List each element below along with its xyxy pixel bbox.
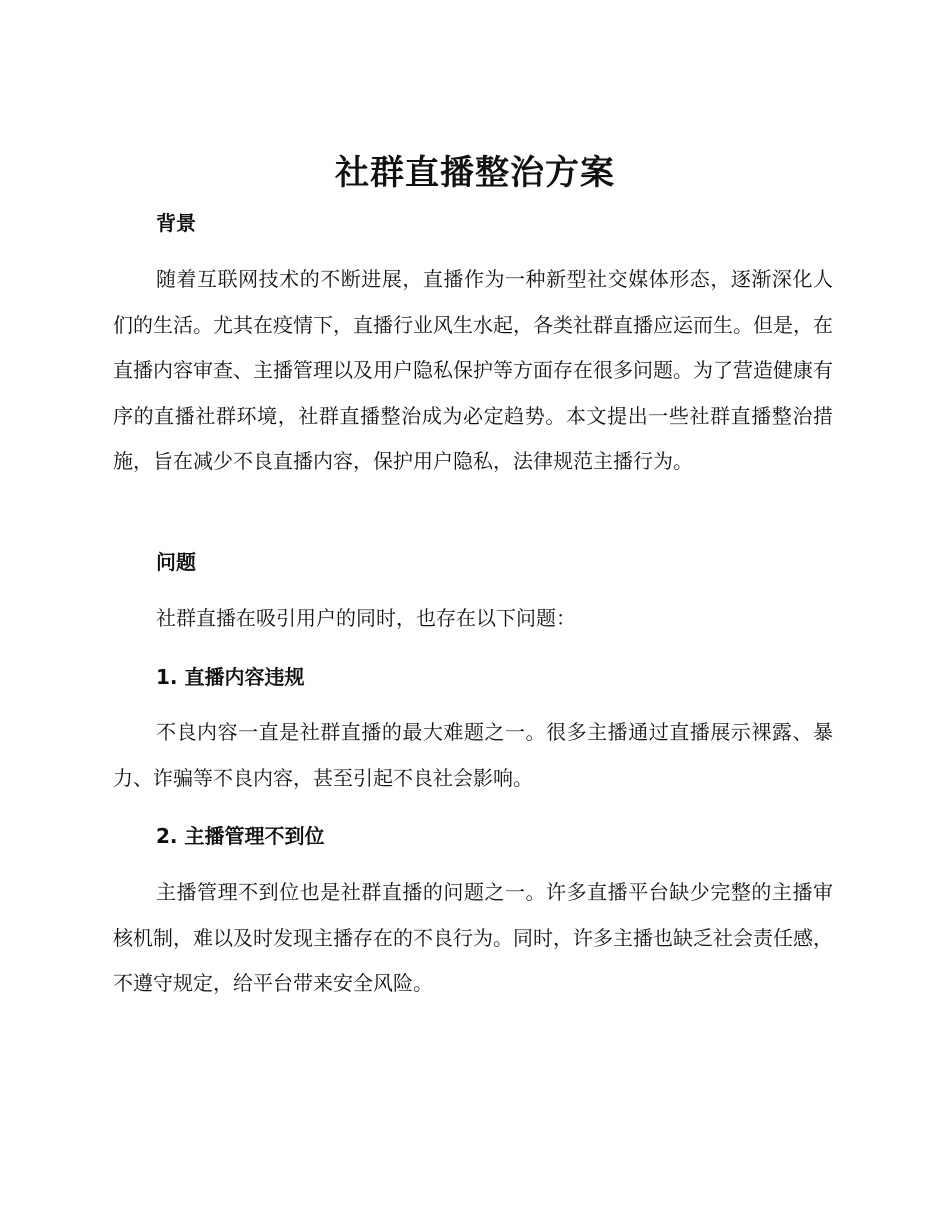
section-heading-problems: 问题 [156, 550, 196, 574]
problem1-heading: 1. 直播内容违规 [156, 665, 305, 689]
document-title: 社群直播整治方案 [335, 153, 615, 193]
problem2-paragraph: 主播管理不到位也是社群直播的问题之一。许多直播平台缺少完整的主播审核机制，难以及时发现主播存在的不良行为。同时，许多主播也缺乏社会责任感，不遵守规定，给平台带来安全风险。 [113, 880, 833, 995]
problems-intro-paragraph: 社群直播在吸引用户的同时，也存在以下问题： [156, 606, 576, 630]
problem2-heading: 2. 主播管理不到位 [156, 824, 325, 848]
background-paragraph: 随着互联网技术的不断进展，直播作为一种新型社交媒体形态，逐渐深化人们的生活。尤其在疫情下，直播行业风生水起，各类社群直播应运而生。但是，在直播内容审查、主播管理以及用户隐私保护等方面存在很多问题。为了营造健康有序的直播社群环境，社群直播整治成为必定趋势。本文提出一些社群直播整治措施，旨在减少不良直播内容，保护用户隐私，法律规范主播行为。 [113, 267, 833, 473]
problem1-paragraph: 不良内容一直是社群直播的最大难题之一。很多主播通过直播展示裸露、暴力、诈骗等不良内容，甚至引起不良社会影响。 [113, 720, 833, 790]
section-heading-background: 背景 [156, 211, 196, 235]
